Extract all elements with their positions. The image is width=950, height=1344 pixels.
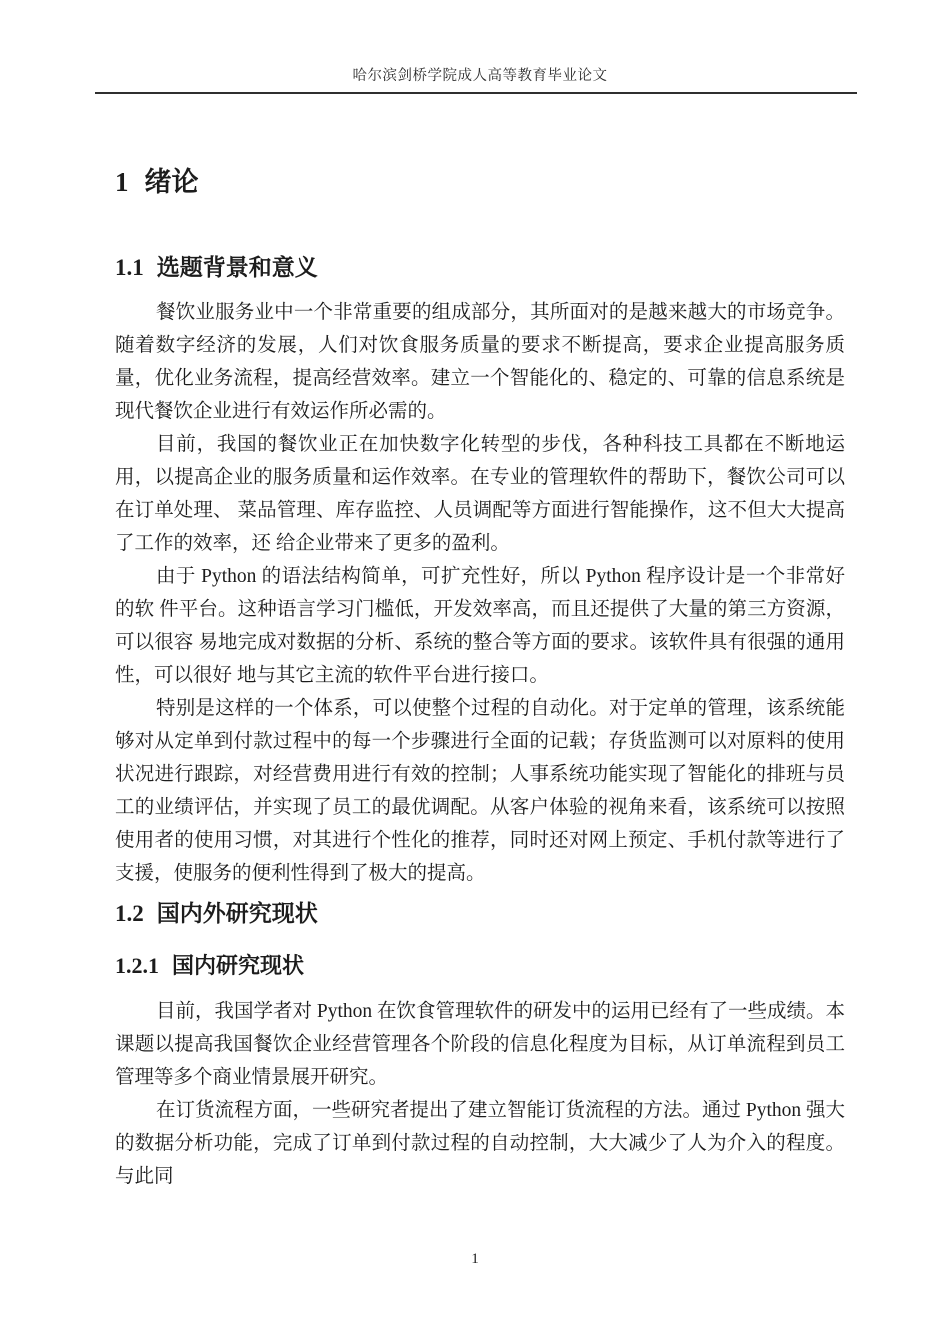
paragraph: 在订货流程方面，一些研究者提出了建立智能订货流程的方法。通过 Python 强大的数据分析功能，完成了订单到付款过程的自动控制，大大减少了人为介入的程度。与此同 [115,1100,846,1187]
chapter-heading [115,164,845,200]
section-1-2-1-number: 1.2.1 [115,953,159,978]
section-1-1-body [115,296,845,890]
paragraph: 餐饮业服务业中一个非常重要的组成部分，其所面对的是越来越大的市场竞争。随着数字经济的发展，人们对饮食服务质量的要求不断提高，要求企业提高服务质量，优化业务流程，提高经营效率。建立一个智能化的、稳定的、可靠的信息系统是现代餐饮企业进行有效运作所必需的。 [115,302,845,422]
chapter-title: 绪论 [144,167,199,197]
page-number: 1 [471,1251,479,1267]
section-heading-1-2-1 [115,951,845,981]
section-1-2-number: 1.2 [115,901,144,926]
paragraph: 由于 Python 的语法结构简单，可扩充性好，所以 Python 程序设计是一个非常好的软 件平台。这种语言学习门槛低，开发效率高，而且还提供了大量的第三方资源，可以很容 易地完成对数据的分析、系统的整合等方面的要求。该软件具有很强的通用性，可以很好 地与其它主流的软件平台进行接口。 [115,566,845,686]
header-rule [95,92,857,94]
section-1-2-1-title: 国内研究现状 [172,953,305,978]
section-1-2-1-body [115,995,845,1193]
paragraph: 目前，我国的餐饮业正在加快数字化转型的步伐，各种科技工具都在不断地运用，以提高企业的服务质量和运作效率。在专业的管理软件的帮助下，餐饮公司可以在订单处理、 菜品管理、库存监控、人员调配等方面进行智能操作，这不但大大提高了工作的效率，还 给企业带来了更多的盈利。 [115,434,845,554]
section-1-2-title: 国内外研究现状 [156,900,318,926]
running-header: 哈尔滨剑桥学院成人高等教育毕业论文 [352,68,608,84]
section-1-1-number: 1.1 [115,255,144,280]
chapter-number: 1 [115,167,129,197]
paragraph: 目前，我国学者对 Python 在饮食管理软件的研发中的运用已经有了一些成绩。本课题以提高我国餐饮企业经营管理各个阶段的信息化程度为目标，从订单流程到员工管理等多个商业情景展开研究。 [115,1001,846,1088]
paragraph: 特别是这样的一个体系，可以使整个过程的自动化。对于定单的管理，该系统能够对从定单到付款过程中的每一个步骤进行全面的记载；存货监测可以对原料的使用状况进行跟踪，对经营费用进行有效的控制；人事系统功能实现了智能化的排班与员工的业绩评估，并实现了员工的最优调配。从客户体验的视角来看，该系统可以按照使用者的使用习惯，对其进行个性化的推荐，同时还对网上预定、手机付款等进行了支援，使服务的便利性得到了极大的提高。 [115,698,845,884]
section-heading-1-2 [115,898,845,929]
section-heading-1-1 [115,252,845,283]
section-1-1-title: 选题背景和意义 [156,254,318,280]
